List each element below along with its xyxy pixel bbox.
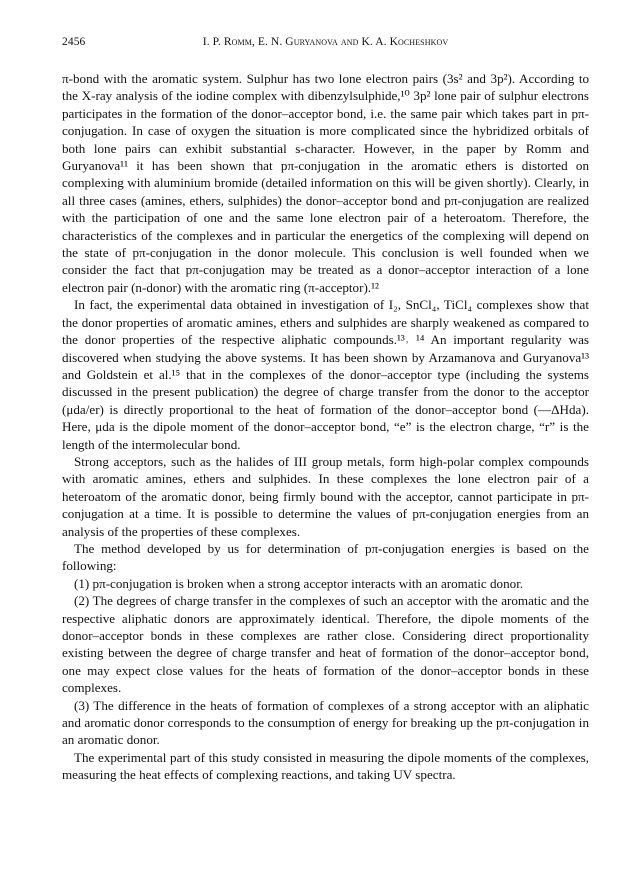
body-text	[62, 70, 589, 784]
paragraph-method-intro: The method developed by us for determination of pπ-conjugation energies is based on the following:	[62, 540, 589, 574]
list-item-2: (2) The degrees of charge transfer in the complexes of such an acceptor with the aromatic and the respective aliphatic donors are approximately identical. Therefore, the dipole moments of the donor–acceptor bonds in these complexes are rather close. Considering direct proportionality existing between the degree of charge transfer and heat of formation of the donor–acceptor bond, one may expect close values for the heats of formation of the donor–acceptor bonds in these complexes.	[62, 593, 589, 696]
running-header	[62, 36, 589, 58]
paragraph-experimental-part: The experimental part of this study consisted in measuring the dipole moments of the complexes, measuring the heat effects of complexing reactions, and taking UV spectra.	[62, 749, 589, 783]
paragraph-strong-acceptors: Strong acceptors, such as the halides of III group metals, form high-polar complex compounds with aromatic amines, ethers and sulphides. In these complexes the lone electron pair of a heteroatom of the aromatic donor, being firmly bound with the acceptor, cannot participate in pπ-conjugation at a time. It is possible to determine the values of pπ-conjugation energies from an analysis of the properties of these complexes.	[62, 453, 589, 539]
page-number: 2456	[62, 36, 86, 48]
paragraph-continuation: π-bond with the aromatic system. Sulphur has two lone electron pairs (3s² and 3p²). According to the X-ray analysis of the iodine complex with dibenzylsulphide,¹⁰ 3p² lone pair of sulphur electrons participates in the formation of the donor–acceptor bond, i.e. the same pair which takes part in pπ-conjugation. In case of oxygen the situation is more complicated since the hybridized orbitals of both lone pairs can exhibit substantial s-character. However, in the paper by Romm and Guryanova¹¹ it has been shown that pπ-conjugation in the aromatic ethers is distorted on complexing with aluminium bromide (detailed information on this will be given shortly). Clearly, in all three cases (amines, ethers, sulphides) the donor–acceptor bond and pπ-conjugation are realized with the participation of one and the same lone electron pair of a heteroatom. Therefore, the characteristics of the complexes and in particular the energetics of the complexing will depend on the state of pπ-conjugation in the donor molecule. This conclusion is well founded when we consider the fact that pπ-conjugation may be treated as a donor–acceptor interaction of a lone electron pair (n-donor) with the aromatic ring (π-acceptor).¹²	[62, 71, 589, 295]
list-item-1: (1) pπ-conjugation is broken when a strong acceptor interacts with an aromatic donor.	[74, 575, 524, 591]
paragraph-experimental-data: In fact, the experimental data obtained in investigation of I₂, SnCl₄, TiCl₄ complexes show that the donor properties of aromatic amines, ethers and sulphides are sharply weakened as compared to the donor properties of the respective aliphatic compounds.¹³˒ ¹⁴ An important regularity was discovered when studying the above systems. It has been shown by Arzamanova and Guryanova¹³ and Goldstein et al.¹⁵ that in the complexes of the donor–acceptor type (including the systems discussed in the present publication) the degree of charge transfer from the donor to the acceptor (μda/er) is directly proportional to the heat of formation of the donor–acceptor bond (—ΔHda). Here, μda is the dipole moment of the donor–acceptor bond, “e” is the electron charge, “r” is the length of the intermolecular bond.	[62, 297, 589, 452]
running-header-authors: I. P. Romm, E. N. Guryanova and K. A. Kocheshkov	[202, 36, 449, 48]
list-item-3: (3) The difference in the heats of formation of complexes of a strong acceptor with an aliphatic and aromatic donor corresponds to the consumption of energy for breaking up the pπ-conjugation in an aromatic donor.	[62, 697, 589, 748]
